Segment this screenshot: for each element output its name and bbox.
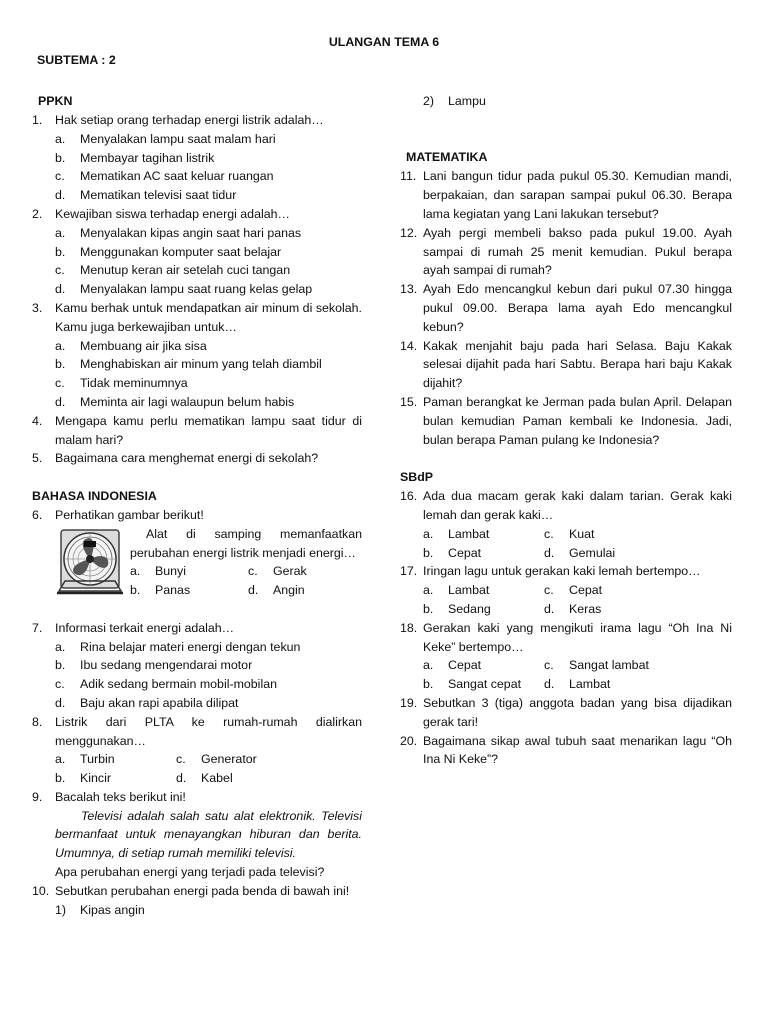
question-number: 1.: [32, 113, 43, 127]
option-text: Ibu sedang mengendarai motor: [80, 658, 253, 673]
question-number: 9.: [32, 789, 43, 804]
question-number: 4.: [32, 413, 43, 428]
question-number: 17.: [400, 564, 418, 579]
question-number: 6.: [32, 507, 43, 522]
option-letter: b.: [55, 771, 66, 786]
option-letter: d.: [544, 545, 555, 560]
option-text: Membayar tagihan listrik: [80, 150, 215, 165]
option-text: Gemulai: [569, 545, 616, 560]
question-6-intro: Alat di samping memanfaatkan perubahan energi listrik menjadi energi…: [130, 526, 362, 560]
option-text: Cepat: [448, 545, 482, 560]
option-letter: b.: [55, 357, 66, 372]
option: [423, 544, 544, 563]
option: [55, 769, 176, 788]
option-text: Rina belajar materi energi dengan tekun: [80, 639, 301, 654]
option-letter: a.: [55, 338, 66, 353]
option-text: Menyalakan lampu saat malam hari: [80, 131, 276, 146]
option: [32, 224, 362, 243]
question-18: [400, 619, 732, 657]
question-7: [32, 619, 362, 638]
option-letter: a.: [130, 564, 141, 579]
option-text: Tidak meminumnya: [80, 376, 188, 391]
option-text: Adik sedang bermain mobil-mobilan: [80, 677, 277, 692]
subtema-label: SUBTEMA : 2: [37, 53, 116, 67]
option: [130, 562, 248, 581]
option-text: Cepat: [448, 658, 482, 673]
option-text: Kabel: [201, 771, 233, 786]
option: [32, 186, 362, 205]
question-6: [32, 506, 362, 525]
option-text: Menyalakan kipas angin saat hari panas: [80, 225, 302, 240]
question-text: Gerakan kaki yang mengikuti irama lagu “Oh Ina Ni Keke” bertempo…: [423, 620, 732, 654]
option-letter: c.: [55, 263, 65, 278]
option-text: Mematikan televisi saat tidur: [80, 188, 237, 203]
option-text: Baju akan rapi apabila dilipat: [80, 695, 239, 710]
option: [55, 750, 176, 769]
option-text: Generator: [201, 752, 257, 767]
option: [32, 374, 362, 393]
question-text: Mengapa kamu perlu mematikan lampu saat tidur di malam hari?: [55, 413, 362, 447]
item-number: 2): [423, 94, 435, 108]
option: [32, 337, 362, 356]
option-letter: a.: [423, 658, 434, 673]
option-letter: a.: [55, 752, 66, 767]
question-number: 19.: [400, 695, 418, 710]
option-text: Bunyi: [155, 564, 186, 579]
option: [544, 656, 732, 675]
question-text: Kakak menjahit baju pada hari Selasa. Baju Kakak selesai dijahit pada hari Sabtu. Berapa hari baju Kakak dijahit?: [423, 338, 732, 391]
question-text: Kamu berhak untuk mendapatkan air minum di sekolah. Kamu juga berkewajiban untuk…: [55, 300, 362, 334]
option-letter: c.: [248, 564, 258, 579]
question-number: 16.: [400, 489, 418, 504]
option: [176, 750, 362, 769]
question-2: [32, 205, 362, 224]
question-text: Bacalah teks berikut ini!: [55, 789, 186, 804]
option-letter: d.: [55, 695, 66, 710]
question-17: [400, 562, 732, 581]
option-letter: c.: [55, 169, 65, 184]
option-text: Angin: [273, 583, 305, 598]
question-text: Sebutkan 3 (tiga) anggota badan yang bisa dijadikan gerak tari!: [423, 695, 732, 729]
option: [544, 544, 732, 563]
item-text: Kipas angin: [80, 902, 145, 917]
option: [544, 675, 732, 694]
option-letter: b.: [55, 244, 66, 259]
option-letter: a.: [55, 131, 66, 146]
option-letter: b.: [423, 677, 434, 692]
list-item: [400, 92, 732, 111]
option-text: Mematikan AC saat keluar ruangan: [80, 169, 274, 184]
option-letter: a.: [423, 583, 434, 598]
question-3: [32, 299, 362, 337]
page-title: ULANGAN TEMA 6: [328, 35, 440, 49]
question-14: [400, 337, 732, 393]
question-text: Lani bangun tidur pada pukul 05.30. Kemudian mandi, berpakaian, dan sarapan sampai pukul 06.30. Berapa lama kegiatan yang Lani lakukan tersebut?: [423, 169, 732, 221]
option-letter: d.: [544, 601, 555, 616]
option-text: Menyalakan lampu saat ruang kelas gelap: [80, 282, 313, 297]
option: [130, 581, 248, 600]
option-letter: c.: [176, 752, 186, 767]
question-number: 20.: [400, 733, 418, 748]
option: [32, 243, 362, 262]
option: [32, 167, 362, 186]
option: [423, 581, 544, 600]
option: [32, 130, 362, 149]
option-letter: c.: [544, 658, 554, 673]
option-text: Panas: [155, 583, 191, 598]
question-number: 15.: [400, 394, 418, 409]
question-text: Bagaimana cara menghemat energi di sekolah?: [55, 451, 319, 466]
question-6-figure-block: [32, 525, 362, 600]
question-10: [32, 882, 362, 901]
option-letter: a.: [423, 526, 434, 541]
option-text: Lambat: [448, 526, 490, 541]
question-9: [32, 788, 362, 807]
option-letter: b.: [55, 658, 66, 673]
option: [423, 525, 544, 544]
option: [544, 600, 732, 619]
question-text: Iringan lagu untuk gerakan kaki lemah bertempo…: [423, 564, 701, 579]
question-text: Kewajiban siswa terhadap energi adalah…: [55, 206, 290, 221]
option: [32, 355, 362, 374]
option-text: Turbin: [80, 752, 115, 767]
section-heading-matematika: MATEMATIKA: [406, 150, 488, 165]
list-item: [32, 901, 362, 920]
option: [544, 581, 732, 600]
question-number: 14.: [400, 338, 418, 353]
option-letter: d.: [176, 771, 187, 786]
item-text: Lampu: [448, 94, 486, 108]
question-text: Hak setiap orang terhadap energi listrik adalah…: [55, 113, 324, 127]
option-letter: b.: [130, 583, 141, 598]
section-heading-bahasa-indonesia: BAHASA INDONESIA: [32, 488, 157, 503]
question-text: Ada dua macam gerak kaki dalam tarian. Gerak kaki lemah dan gerak kaki…: [423, 489, 732, 522]
option: [544, 525, 732, 544]
option-text: Lambat: [448, 583, 490, 598]
question-11: [400, 167, 732, 223]
question-number: 18.: [400, 620, 418, 635]
option: [32, 393, 362, 412]
question-18-options: [400, 656, 732, 694]
right-column: [400, 92, 732, 769]
option-letter: a.: [55, 639, 66, 654]
option: [32, 694, 362, 713]
question-number: 2.: [32, 206, 43, 221]
question-15: [400, 393, 732, 449]
question-number: 11.: [400, 169, 417, 184]
question-number: 7.: [32, 620, 43, 635]
option: [32, 280, 362, 299]
section-heading-ppkn: PPKN: [38, 94, 73, 108]
option: [423, 675, 544, 694]
question-6-options: [130, 562, 362, 600]
option-letter: d.: [544, 677, 555, 692]
question-text: Paman berangkat ke Jerman pada bulan April. Delapan bulan kemudian Paman kembali ke Indonesia. Jadi, bulan berapa Paman pulang ke Indonesia?: [423, 394, 732, 447]
option-text: Cepat: [569, 583, 603, 598]
option-text: Lambat: [569, 677, 611, 692]
option-letter: d.: [248, 583, 259, 598]
question-number: 5.: [32, 451, 43, 466]
option-letter: d.: [55, 394, 66, 409]
option-text: Menghabiskan air minum yang telah diambil: [80, 357, 322, 372]
option-letter: c.: [544, 526, 554, 541]
option-letter: c.: [55, 376, 65, 391]
question-19: [400, 694, 732, 732]
option-letter: b.: [55, 150, 66, 165]
option: [32, 656, 362, 675]
question-20: [400, 732, 732, 770]
option: [32, 675, 362, 694]
option-text: Membuang air jika sisa: [80, 338, 207, 353]
option: [248, 562, 362, 581]
question-text: Bagaimana sikap awal tubuh saat menarikan lagu “Oh Ina Ni Keke”?: [423, 733, 732, 767]
question-text: Listrik dari PLTA ke rumah-rumah dialirkan menggunakan…: [55, 714, 362, 748]
option: [32, 149, 362, 168]
option: [248, 581, 362, 600]
question-17-options: [400, 581, 732, 619]
question-9-prompt: Apa perubahan energi yang terjadi pada televisi?: [55, 865, 325, 880]
option: [423, 656, 544, 675]
electric-fan-icon: [55, 527, 125, 599]
option-letter: d.: [55, 188, 66, 203]
option-text: Sangat lambat: [569, 658, 649, 673]
question-16-options: [400, 525, 732, 563]
option-text: Sangat cepat: [448, 677, 522, 692]
option-text: Keras: [569, 601, 602, 616]
question-number: 8.: [32, 714, 43, 729]
question-13: [400, 280, 732, 336]
question-6-text-block: [130, 525, 362, 600]
option-text: Sedang: [448, 601, 491, 616]
option-letter: b.: [423, 545, 434, 560]
option-text: Gerak: [273, 564, 307, 579]
question-text: Informasi terkait energi adalah…: [55, 620, 235, 635]
option-letter: d.: [55, 282, 66, 297]
option-text: Kuat: [569, 526, 595, 541]
question-1: [32, 111, 362, 130]
option: [176, 769, 362, 788]
reading-passage: Televisi adalah salah satu alat elektronik. Televisi bermanfaat untuk menayangkan hiburan dan berita. Umumnya, di setiap rumah memiliki televisi.: [55, 808, 362, 861]
question-number: 13.: [400, 282, 418, 297]
option-letter: a.: [55, 225, 66, 240]
question-16: [400, 487, 732, 525]
option: [423, 600, 544, 619]
option-text: Kincir: [80, 771, 111, 786]
option-letter: c.: [55, 677, 65, 692]
question-8-options: [32, 750, 362, 788]
option-letter: c.: [544, 583, 554, 598]
question-text: Perhatikan gambar berikut!: [55, 507, 204, 522]
question-number: 3.: [32, 300, 43, 315]
question-text: Ayah Edo mencangkul kebun dari pukul 07.30 hingga pukul 09.00. Berapa lama ayah Edo mencangkul kebun?: [423, 282, 732, 334]
section-heading-sbdp: SBdP: [400, 470, 434, 485]
option: [32, 261, 362, 280]
item-number: 1): [55, 902, 67, 917]
left-column: [32, 92, 362, 919]
question-12: [400, 224, 732, 280]
question-number: 12.: [400, 225, 418, 240]
question-text: Sebutkan perubahan energi pada benda di bawah ini!: [55, 883, 350, 898]
option-text: Meminta air lagi walaupun belum habis: [80, 394, 295, 409]
question-4: [32, 412, 362, 450]
question-number: 10.: [32, 883, 50, 898]
question-5: [32, 449, 362, 468]
question-8: [32, 713, 362, 751]
option-text: Menggunakan komputer saat belajar: [80, 244, 282, 259]
option-letter: b.: [423, 601, 434, 616]
question-text: Ayah pergi membeli bakso pada pukul 19.00. Ayah sampai di rumah 25 menit kemudian. Pukul berapa ayah sampai di rumah?: [423, 225, 732, 278]
option: [32, 638, 362, 657]
option-text: Menutup keran air setelah cuci tangan: [80, 263, 291, 278]
